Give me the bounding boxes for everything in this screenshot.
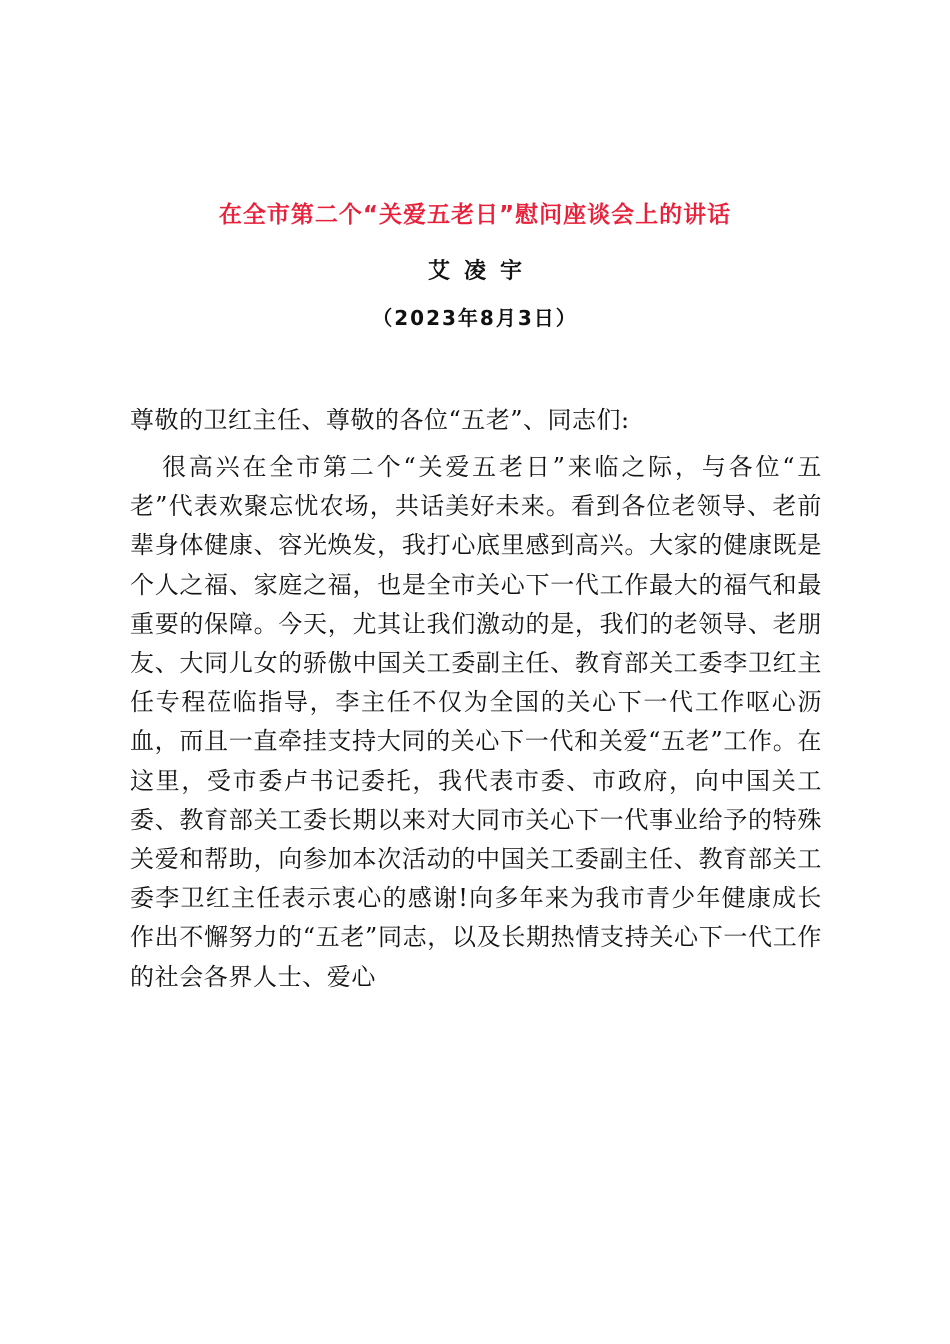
document-title: 在全市第二个“关爱五老日”慰问座谈会上的讲话: [218, 202, 732, 228]
author-name: 艾凌宇: [427, 259, 536, 284]
body-paragraph: 很高兴在全市第二个“关爱五老日”来临之际，与各位“五老”代表欢聚忘忧农场，共话美好未来。看到各位老领导、老前辈身体健康、容光焕发，我打心底里感到高兴。大家的健康既是个人之福、家庭之福，也是全市关心下一代工作最大的福气和最重要的保障。今天，尤其让我们激动的是，我们的老领导、老朋友、大同儿女的骄傲中国关工委副主任、教育部关工委李卫红主任专程莅临指导，李主任不仅为全国的关心下一代工作呕心沥血，而且一直牵挂支持大同的关心下一代和关爱“五老”工作。在这里，受市委卢书记委托，我代表市委、市政府，向中国关工委、教育部关工委长期以来对大同市关心下一代事业给予的特殊关爱和帮助，向参加本次活动的中国关工委副主任、教育部关工委李卫红主任表示衷心的感谢!向多年来为我市青少年健康成长作出不懈努力的“五老”同志，以及长期热情支持关心下一代工作的社会各界人士、爱心: [130, 453, 822, 991]
speech-date: （2023年8月3日）: [372, 306, 578, 330]
salutation: 尊敬的卫红主任、尊敬的各位“五老”、同志们:: [130, 406, 630, 434]
